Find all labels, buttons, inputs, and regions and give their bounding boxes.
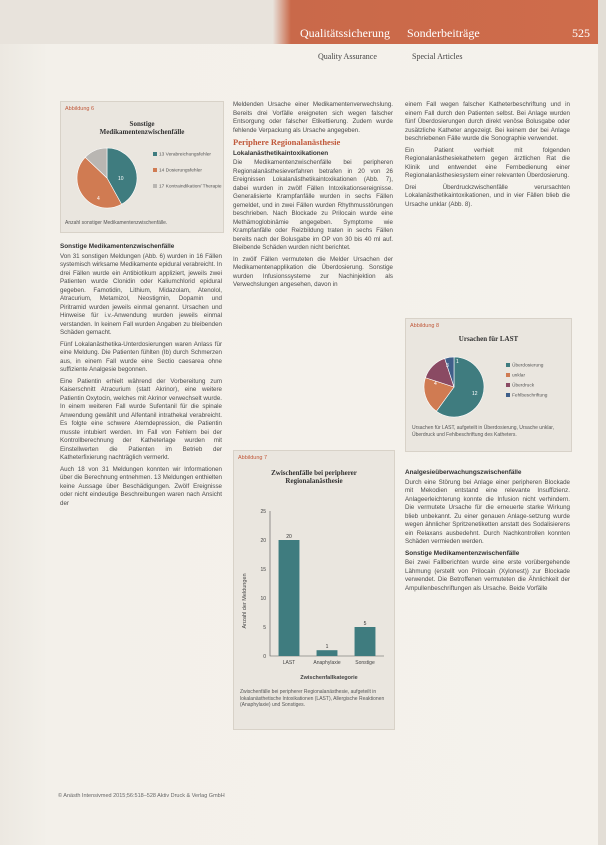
figure-caption: Ursachen für LAST, aufgeteilt in Überdosierung, Ursache unklar, Überdruck und Fehlbeschriftung des Katheters. xyxy=(412,425,555,438)
y-tick-label: 25 xyxy=(260,509,266,515)
figure-title: Ursachen für LAST xyxy=(458,335,519,343)
figure-8 xyxy=(405,318,572,452)
legend-item: 17 Kontraindikation/ Therapie xyxy=(153,184,222,190)
page-number: 525 xyxy=(572,26,590,40)
paragraph: Drei Überdruckzwischenfälle verursachten Lokalanästhetikaintoxikationen, und in vier Fällen blieb die Ursache unklar (Abb. 8). xyxy=(405,183,570,208)
y-tick-label: 10 xyxy=(260,596,266,602)
subheader-left: Quality Assurance xyxy=(318,52,377,61)
figure-label: Abbildung 7 xyxy=(238,455,268,461)
paragraph: In zwölf Fällen vermuteten die Melder Ursachen der Medikamentenapplikation die Überdosierung. Sonstige wurden Infusionssysteme zur Nachinjektion als Verwechslungen angesehen, davon in xyxy=(233,255,393,288)
section-heading: Analgesieüberwachungszwischenfälle xyxy=(405,469,522,476)
paragraph: Durch eine Störung bei Anlage einer peripheren Blockade mit Mekodien entstand eine relevante Insuffizienz. Anlageerleichterung konnte die Infusion nicht verhindern. Die vermutete Ursache für die erneuerte starke Wirkung blieb unbekannt. Zu einer genauen Anlage-setzung wurde wegen ähnlicher Spritzenetiketten anstatt des Sodalisierens ein Relaxans ausbedehnt. Durch Nachkontrollen konnten Schäden vermieden werden. xyxy=(405,478,570,545)
paragraph: Von 31 sonstigen Meldungen (Abb. 6) wurden in 16 Fällen systemisch wirksame Medikamente epidural verabreicht. In drei Fällen wurde ein Antibiotikum appliziert, jeweils zwei Patienten wurde Clonidin oder Kaliumchlorid epidural gegeben. Famotidin, Lithium, Midazolam, Atenolol, Atracurium, Metamizol, Neostigmin, Dopamin und Piritramid wurden jeweils einmal genannt. Ursachen und Hinweise für i.v.-Anwendung wurden jeweils einmal verstanden. In keinem Fall wurden Angaben zu bleibenden Schäden gemacht. xyxy=(60,252,222,336)
slice-label: 1 xyxy=(456,359,459,365)
paragraph: Meldenden Ursache einer Medikamentenverwechslung. Bereits drei Vorfälle ereigneten sich wegen falscher Entsorgung oder falscher Etikettierung. Zudem wurde fehlende Verpackung als Ursache angegeben. xyxy=(233,101,393,134)
pie-chart-8 xyxy=(412,351,502,421)
legend-item: 14 Dosierungsfehler xyxy=(153,168,202,174)
slice-label: 12 xyxy=(472,391,478,397)
y-axis-label: Anzahl der Meldungen xyxy=(242,573,248,629)
y-tick-label: 5 xyxy=(263,625,266,631)
y-tick-label: 15 xyxy=(260,567,266,573)
slice-label: 4 xyxy=(97,196,100,202)
legend-item: 13 Verabreichungsfehler xyxy=(153,152,211,158)
x-axis-label: Zwischenfallkategorie xyxy=(300,675,358,681)
figure-6 xyxy=(60,101,224,233)
footer: © Anästh Intensivmed 2015;56:518–528 Aktiv Druck & Verlag GmbH xyxy=(58,793,225,799)
figure-title: Sonstige Medikamentenzwischenfälle xyxy=(99,120,185,136)
legend-item: Überdosierung xyxy=(506,363,543,369)
figure-label: Abbildung 8 xyxy=(410,323,440,329)
figure-7 xyxy=(233,450,395,730)
figure-caption: Zwischenfälle bei peripherer Regionalanästhesie, aufgeteilt in lokalanästhetische Intoxikationen (LAST), Allergische Reaktionen (Anaphylaxie) und Sonstiges. xyxy=(240,689,385,708)
section-title-2: Sonderbeiträge xyxy=(407,26,480,40)
paragraph: einem Fall wegen falscher Katheterbeschriftung und in einem Fall durch den Patienten selbst. Bei Anlage wurden fünf Überdosierungen durch direkt venöse Bolusgabe oder zusätzliche Katheter angezeigt. Bei keinem der bei Anlage beschriebenen Fälle wurde die Sonographie verwendet. xyxy=(405,101,570,142)
paragraph: Fünf Lokalanästhetika-Unterdosierungen waren Anlass für eine Meldung. Die Patienten fühlten (Ib) durch Schmerzen aus, in einem Fall wurde eine Sectio caesarea ohne suffiziente Analgesie begonnen. xyxy=(60,340,222,373)
legend-item: unklar xyxy=(506,373,525,379)
column-1 xyxy=(60,240,222,511)
y-tick-label: 0 xyxy=(263,654,266,660)
x-tick-label: LAST xyxy=(282,660,296,666)
subheader-right: Special Articles xyxy=(412,52,463,61)
column-2 xyxy=(233,101,393,293)
pie-chart-6 xyxy=(67,144,147,212)
paragraph: Die Medikamentenzwischenfälle bei peripheren Regionalanästhesieverfahren betrafen in 20 von 26 Ereignissen Lokalanästhetikaintoxikationen (Abb. 7), dabei wurden in zwölf Fällen Intoxikationsereignisse. Generalisierte Krampfanfälle wurden in sechs Fällen gemeldet, und in zwei Fällen wurden Rhythmusstörungen beschrieben. Nach Blockade zu Prilocain wurde eine Methämoglobinämie angegeben. Symptome wie Krampfanfälle oder Reizbildung traten in sechs Fällen bereits nach der Bolusgabe im OP von 30 bis 40 ml auf. Bleibende Schäden wurden nicht berichtet. xyxy=(233,159,393,251)
section-heading-red: Periphere Regionalanästhesie xyxy=(233,137,341,147)
paragraph: Bei zwei Fallberichten wurde eine erste vorübergehende Lähmung (erstellt von Prilocain (Xylonest)) zur Blockade verwendet. Die Betroffenen vermuteten die Ähnlichkeit der Ampullenbeschriftungen als Ursache. Beide Vorfälle xyxy=(405,559,570,592)
paragraph: Auch 18 von 31 Meldungen konnten wir Informationen über die Berechnung entnehmen. 13 Meldungen enthielten keine Aussage über Beschädigungen. Zwölf Ereignisse oder nicht eindeutige Beschreibungen waren nach Ansicht der xyxy=(60,465,222,507)
bar-value-label: 20 xyxy=(286,534,292,540)
section-heading: Sonstige Medikamentenzwischenfälle xyxy=(60,243,175,250)
page-edge xyxy=(598,0,606,845)
legend-item: Überdruck xyxy=(506,383,534,389)
x-tick-label: Sonstige xyxy=(355,660,375,666)
bar-chart xyxy=(234,491,394,686)
bar xyxy=(317,650,338,656)
section-title: Qualitätssicherung xyxy=(300,26,390,40)
y-tick-label: 20 xyxy=(260,538,266,544)
section-heading: Lokalanästhetikaintoxikationen xyxy=(233,149,329,157)
slice-label: 10 xyxy=(118,176,124,182)
slice-label: 4 xyxy=(434,381,437,387)
paragraph: Ein Patient verhielt mit folgenden Regionalanästhesiekathetern gegen ärztlichen Rat die Klinik und entwendet eine Fernbedienung einer Regionalanästhesiesystem einer relevanten Überdosierung. xyxy=(405,146,570,179)
section-heading: Sonstige Medikamentenzwischenfälle xyxy=(405,549,520,557)
figure-caption: Anzahl sonstiger Medikamentenzwischenfälle. xyxy=(65,220,168,226)
column-3-lower xyxy=(405,466,570,596)
column-3 xyxy=(405,101,570,212)
figure-title: Zwischenfälle bei peripherer Regionalanästhesie xyxy=(271,469,357,485)
x-tick-label: Anaphylaxie xyxy=(313,660,341,666)
bar-value-label: 5 xyxy=(363,621,367,627)
bar xyxy=(279,540,300,656)
slice-label: 3 xyxy=(446,363,449,369)
bar-value-label: 1 xyxy=(325,644,329,651)
figure-label: Abbildung 6 xyxy=(65,106,95,112)
bar xyxy=(355,627,376,656)
header-bar xyxy=(0,0,606,44)
legend-item: Fehlbeschriftung xyxy=(506,393,547,399)
paragraph: Eine Patientin erhielt während der Vorbereitung zum Kaiserschnitt Atracurium (statt Akrinor), eine weitere Patientin Oxytocin, welches mit Akrinor verwechselt wurde. In einem weiteren Fall wurde Sufentanil für die spinale Anwendung gewählt und Alfentanil intrathekal verabreicht. Es folgte eine schwere Atemdepression, die Patientin musste intubiert werden. Im Fall von Fehlern bei der Kontrollberechnung der Katheterlage wurden mit Einstellwerten die Patienten im Betrieb der Katheterfixierung nachträglich vermerkt. xyxy=(60,377,222,461)
